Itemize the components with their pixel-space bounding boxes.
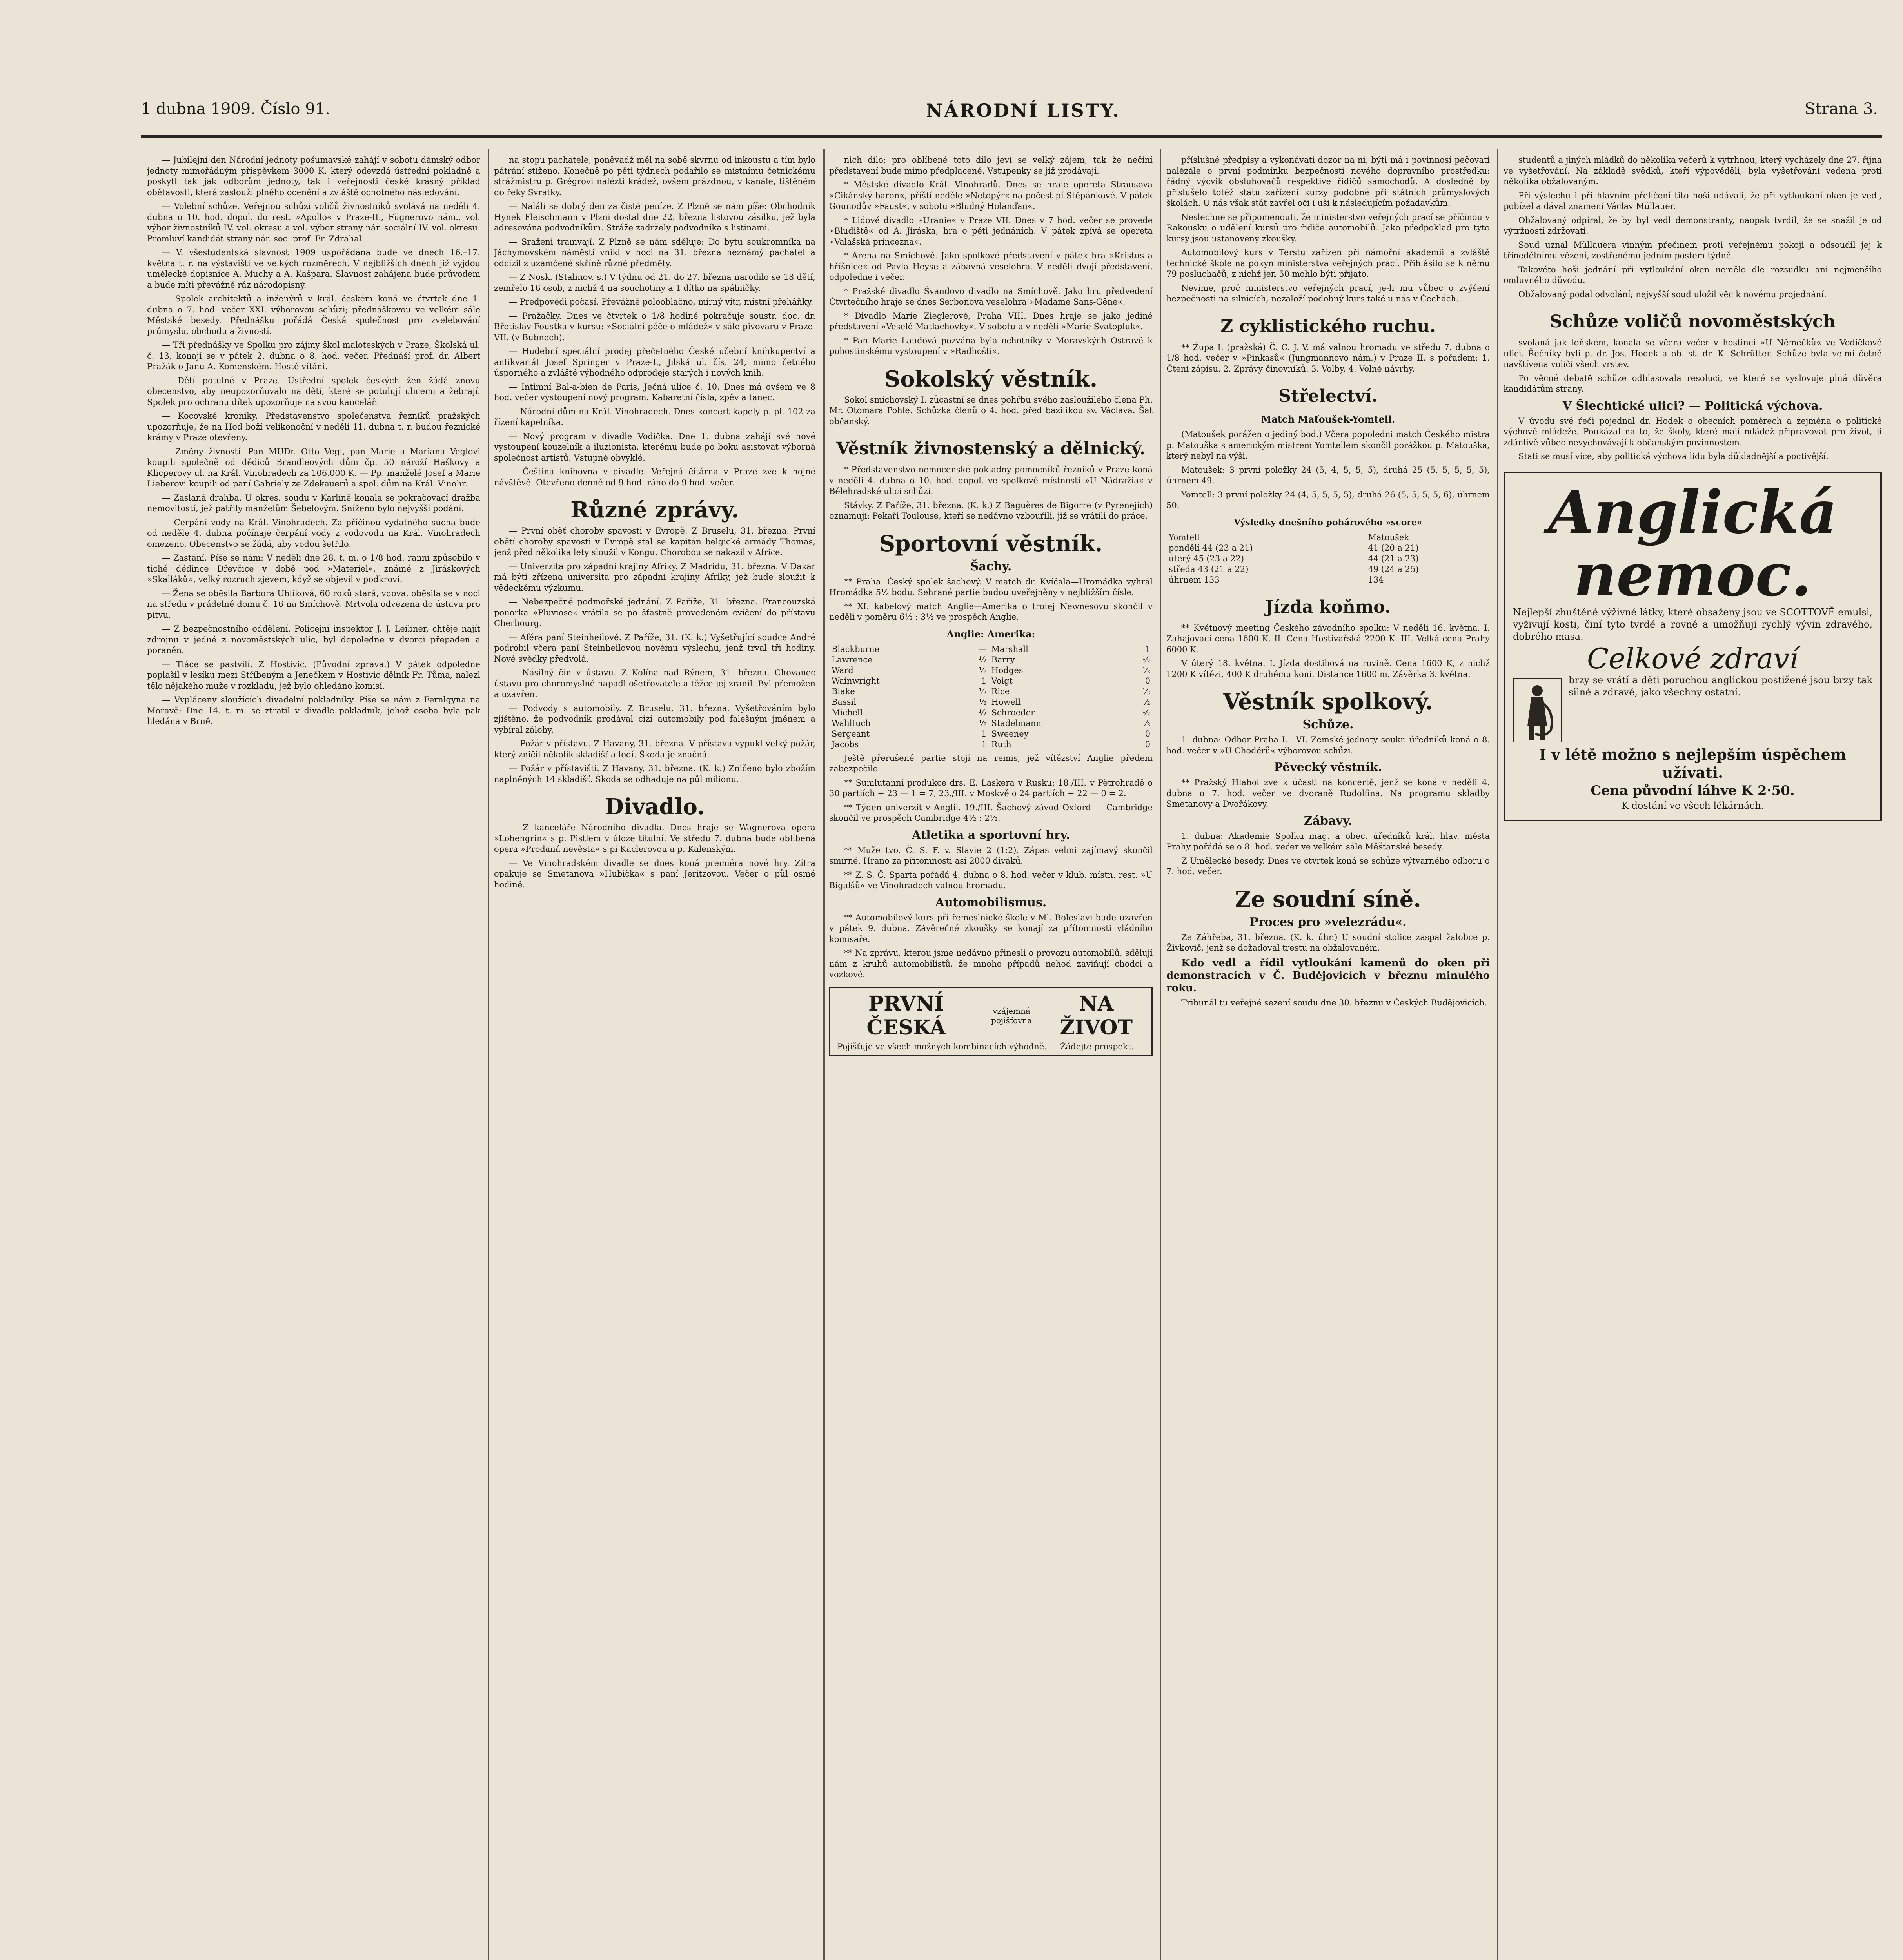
column-5 — [1504, 155, 1882, 1960]
news-item: Matoušek: 3 první položky 24 (5, 4, 5, 5, 5), druhá 25 (5, 5, 5, 5, 5), úhrnem 49. — [1166, 465, 1490, 485]
table-row — [829, 665, 1153, 676]
score-table-title: Výsledky dnešního pohárového »score« — [1234, 517, 1422, 528]
news-item: — Tláce se pastvilí. Z Hostivic. (Původní zprava.) V pátek odpoledne poplašil v lesíku mezi Stříbeným a Jenečkem v Hostivic dělník Fr. Tůma, nalezl tělo nějakého muže v rozkladu, jež bylo ohledáno komisí. — [147, 659, 480, 691]
news-item: ** XI. kabelový match Anglie—Amerika o trofej Newnesovu skončil v neděli v poměru 6½ : 3½ ve prospěch Anglie. — [829, 601, 1153, 622]
news-headline: Kdo vedl a řídil vytloukání kamenů do oken při demonstracích v Č. Budějovicích v březnu minulého roku. — [1166, 957, 1490, 994]
news-item: — V. všestudentská slavnost 1909 uspořádána bude ve dnech 16.–17. května t. r. na výstavišti ve velkých rozměrech. V nejbližších dnech již vyjdou umělecké dopisnice A. Muchy a A. Kašpara. Slavnost zahájena bude průvodem a bude míti převážně ráz národopisný. — [147, 248, 480, 290]
subsection-sachy: Šachy. — [970, 559, 1012, 573]
news-item: Neslechne se připomenouti, že ministerstvo veřejných prací se příčinou v Rakousku o udělení kursů pro řidiče automobilů. Jako předpoklad pro tyto kursy jsou ustanoveny zkoušky. — [1166, 212, 1490, 243]
subsection-politicka-vychova: V Šlechtické ulici? — Politická výchova. — [1562, 399, 1823, 413]
news-item: ** Týden univerzit v Anglii. 19./III. Šachový závod Oxford — Cambridge skončil ve prospěch Cambridge 4½ : 2½. — [829, 802, 1153, 823]
column-2 — [494, 155, 815, 1960]
table-cell: ½ — [1142, 708, 1150, 717]
news-item: — Intimní Bal-a-bien de Paris, Ječná ulice č. 10. Dnes má ovšem ve 8 hod. večer vystoupení nový program. Kabaretní čísla, zpěv a tanec. — [494, 382, 815, 402]
table-cell: úhrnem 133 — [1169, 575, 1220, 584]
table-row — [829, 739, 1153, 750]
news-item: nich dílo; pro oblíbené toto dílo jeví se velký zájem, tak že nečiní představení bude mimo předplacené. Vstupenky se již prodávají. — [829, 155, 1153, 176]
table-cell: 1 — [981, 739, 987, 749]
table-cell: Voigt — [991, 676, 1013, 686]
news-item: * Pan Marie Laudová pozvána byla ochotníky v Moravských Ostravě k pohostinskému vystoupení v »Radhošti«. — [829, 336, 1153, 356]
news-item: — Zastání. Píše se nám: V neděli dne 28. t. m. o 1/8 hod. ranní způsobilo v tiché dědince Dřevčice v době pod »Materiel«, známé z Jiráskových »Skalláků«, velký rozruch zjevem, když se objevil v podkroví. — [147, 553, 480, 584]
table-cell: ½ — [1142, 655, 1150, 664]
news-item: — Změny živností. Pan MUDr. Otto Vegl, pan Marie a Mariana Veglovi koupili společně od dědiců Brandleových dům čp. 50 nároží Haškovy a Klicperovy ul. na Král. Vinohradech za 106.000 K. — Pp. manželé Josef a Marie Lieberovi koupili od paní Gabriely ze Zdekauerů a spol. dům na Král. Vinohr. — [147, 446, 480, 488]
news-item: Ze Záhřeba, 31. března. (K. k. úhr.) U soudní stolice zaspal žalobce p. Živkovič, jenž se dožadoval trestu na obžalovaném. — [1166, 932, 1490, 953]
table-cell: pondělí 44 (23 a 21) — [1169, 543, 1253, 553]
news-item: Stati se musí více, aby politická výchova lidu byla důkladnější a poctivější. — [1518, 452, 1829, 461]
news-item: (Matoušek porážen o jediný bod.) Včera popoledni match Českého mistra p. Matouška s americkým mistrem Yomtellem skončil porážkou p. Matouška, který nebyl na výši. — [1166, 430, 1490, 461]
table-cell: Sweeney — [991, 729, 1029, 739]
column-4 — [1166, 155, 1490, 1960]
news-item: — Cerpání vody na Král. Vinohradech. Za příčinou vydatného sucha bude od neděle 4. dubna počínaje čerpání vody z vodovodu na Král. Vinohradech omezeno. Obecenstvo se žádá, aby vodou šetřilo. — [147, 517, 480, 549]
news-item: V úvodu své řeči pojednal dr. Hodek o obecních poměrech a zejména o politické výchově mládeže. Poukázal na to, že školy, které mají mládež připravovat pro život, ji zdánlivě vůbec nevychovávají k občanským povinnostem. — [1504, 416, 1882, 447]
ad-body: Nejlepší zhuštěné výživné látky, které obsaženy jsou ve SCOTTOVĚ emulsi, vyživují kosti, činí tyto tvrdé a rovné a umožňují rychlý vývin zdravého, dobrého masa. — [1513, 606, 1872, 642]
column-3 — [829, 155, 1153, 1960]
table-row — [829, 686, 1153, 697]
table-row — [829, 708, 1153, 718]
chess-table-title: Anglie: Amerika: — [946, 628, 1035, 640]
subsection-schuze: Schůze. — [1302, 718, 1354, 731]
ad-headline-right: NA ŽIVOT — [1060, 991, 1133, 1040]
table-cell: ½ — [1142, 686, 1150, 696]
ad-body-2: brzy se vrátí a děti poruchou anglickou postižené jsou brzy tak silné a zdravé, jako všechny ostatní. — [1569, 674, 1872, 698]
news-item: — Aféra paní Steinheilové. Z Paříže, 31. (K. k.) Vyšetřující soudce André podrobil včera paní Steinheilovou novému výslechu, jenž trval tři hodiny. Nové svědky předvolá. — [494, 632, 815, 664]
ad-title: Anglická nemoc. — [1548, 477, 1837, 610]
table-cell: Ward — [832, 665, 853, 675]
scotts-emulsion-advertisement — [1504, 472, 1882, 821]
table-cell: Stadelmann — [991, 718, 1041, 728]
section-title-schuze-volicu: Schůze voličů novoměstských — [1550, 312, 1836, 332]
masthead-title: NÁRODNÍ LISTY. — [926, 100, 1120, 121]
news-item: — Čeština knihovna v divadle. Veřejná čítárna v Praze zve k hojné návštěvě. Otevřeno denně od 9 hod. ráno do 9 hod. večer. — [494, 467, 815, 487]
news-item: — Naláli se dobrý den za čisté peníze. Z Plzně se nám píše: Obchodník Hynek Fleischmann v Plzni dostal dne 22. března listovou zásilku, jež byla adresována podvodníkům. Stráže zadržely podvodníka s listinami. — [494, 201, 815, 232]
table-cell: Rice — [991, 686, 1010, 696]
news-item: ** Na zprávu, kterou jsme nedávno přinesli o provozu automobilů, sdělují nám z kruhů automobilistů, že mnoho případů nehod zaviňují chodci a vozkové. — [829, 948, 1153, 979]
news-item: — Volební schůze. Veřejnou schůzi voličů živnostníků svolává na neděli 4. dubna o 10. hod. dopol. do rest. »Apollo« v Praze-II., Fügnerovo nám., vol. výbor živnostníků IV. vol. okresu a vol. výbor strany nár. sociální IV. vol. okresu. Promluví kandidát strany nár. soc. prof. Fr. Zdrahal. — [147, 201, 480, 243]
table-cell: 44 (21 a 23) — [1368, 554, 1419, 563]
section-title-divadlo: Divadlo. — [605, 794, 705, 820]
table-cell: Hodges — [991, 665, 1023, 675]
news-item: — Tři přednášky ve Spolku pro zájmy škol maloteských v Praze, Školská ul. č. 13, konají se v pátek 2. dubna o 8. hod. večer. Přednáší prof. dr. Albert Pražák o Janu A. Komenském. Hosté vítáni. — [147, 340, 480, 371]
subsection-zabavy: Zábavy. — [1304, 814, 1353, 828]
subsection-atletika: Atletika a sportovní hry. — [912, 828, 1070, 842]
ad-content — [1513, 674, 1872, 699]
news-item: Soud uznal Müllauera vinným přečinem proti veřejnému pokoji a odsoudil jej k třínedělnímu vězení, zostřenému jedním postem týdně. — [1504, 240, 1882, 260]
ad-price: Cena původní láhve K 2·50. — [1591, 782, 1795, 799]
news-item: ** Praha. Český spolek šachový. V match dr. Kvíčala—Hromádka vyhrál Hromádka 5½ bodu. Sehrané partie budou uveřejněny v nejbližším čísle. — [829, 577, 1153, 597]
news-item: ** Pražský Hlahol zve k účasti na koncertě, jenž se koná v neděli 4. dubna o 7. hod. večer ve dvoraně Rudolfina. Na programu skladby Smetanovy a Dvořákovy. — [1166, 778, 1490, 809]
table-cell: 1 — [981, 729, 987, 739]
ad-tagline: Pojišťuje ve všech možných kombinacích výhodně. — Žádejte prospekt. — — [837, 1042, 1145, 1051]
news-item: * Lidové divadlo »Uranie« v Praze VII. Dnes v 7 hod. večer se provede »Bludiště« od A. Jiráska, hra o pěti jednáních. V pátek zpívá se opereta »Valašská princezna«. — [829, 215, 1153, 247]
news-item: Automobilový kurs v Terstu zařízen při námořní akademii a zvláště technické škole na pokyn ministerstva veřejných prací. Přihlásilo se k němu 79 posluchačů, z nichž jen 50 mohlo býti přijato. — [1166, 248, 1490, 279]
table-row — [829, 644, 1153, 655]
ad-emphasis: I v létě možno s nejlepším úspěchem užívati. — [1539, 745, 1846, 781]
table-row — [1166, 575, 1490, 585]
table-cell: — — [978, 644, 987, 654]
news-item: Při výslechu i při hlavním přelíčení tito hoši udávali, že při vytloukání oken je vedl, pobízel a dával znamení Václav Müllauer. — [1504, 191, 1882, 211]
table-cell: 49 (24 a 25) — [1368, 564, 1419, 574]
issue-date: 1 dubna 1909. Číslo 91. — [141, 100, 330, 118]
news-item: * Divadlo Marie Zieglerové, Praha VIII. Dnes hraje se jako jediné představení »Veselé Matlachovky«. V sobotu a v neděli »Marie Svatopluk«. — [829, 311, 1153, 331]
column-divider — [823, 149, 825, 1960]
news-item: Takovéto hoši jednání při vytloukání oken nemělo dle rozsudku ani nejmenšího omluvného důvodu. — [1504, 265, 1882, 285]
table-row — [1166, 532, 1490, 543]
news-item: 1. dubna: Akademie Spolku mag. a obec. úředníků král. hlav. města Prahy pořádá se o 8. hod. večer ve velkém sále Měšťanské besedy. — [1166, 831, 1490, 851]
table-cell: ½ — [979, 697, 987, 707]
news-item: — Jubilejní den Národní jednoty pošumavské zahájí v sobotu dámský odbor jednoty mimořádným příspěvkem 3000 K, který odevzdá ústřední pokladně a poskytl tak jak odborům jednoty, tak i veřejnosti české krásný příklad obětavosti, která zaslouží plného ocenění a zvláště ochotného následování. — [147, 155, 480, 197]
news-item: — Sraženi tramvají. Z Plzně se nám sděluje: Do bytu soukromníka na Jáchymovském náměstí vnikl v noci na 31. března neznámý pachatel a odcizil z uzamčené skříně různé předměty. — [494, 237, 815, 268]
table-row — [1166, 554, 1490, 564]
section-title-ruzne-zpravy: Různé zprávy. — [570, 497, 739, 523]
news-item: — Z kanceláře Národního divadla. Dnes hraje se Wagnerova opera »Lohengrin« s p. Pistlem v úloze titulní. Ve středu 7. dubna bude oblíbená opera »Prodaná nevěsta« s pí Kaclerovou a p. Kalenským. — [494, 823, 815, 854]
score-table — [1166, 532, 1490, 585]
news-item: příslušné předpisy a vykonávati dozor na ni, býti má i povinnosí pečovati nalézále o první podmínku bezpečnosti nového dopravního prostředku: řádný výcvik obsluhovačů respektive řidičů samochodů. A dosledně by příslušelo totéž státu zařízení kurzy podobné při státních průmyslových školách. U nás však stát zavřel oči i uši k následujícím požadavkům. — [1166, 155, 1490, 208]
news-item: ** Župa I. (pražská) Č. C. J. V. má valnou hromadu ve středu 7. dubna o 1/8 hod. večer v »Pinkasů« (Jungmannovo nám.) v Praze II. s pořadem: 1. Čtení zápisu. 2. Zprávy činovníků. 3. Volby. 4. Volné návrhy. — [1166, 342, 1490, 374]
col1-articles — [147, 155, 480, 727]
section-title-soudni-sin: Ze soudní síně. — [1235, 886, 1421, 912]
news-item: * Arena na Smíchově. Jako spolkové představení v pátek hra »Kristus a hříšnice« od Pavla Heyse a zábavná veselohra. V neděli dvojí představení, odpoledne i večer. — [829, 251, 1153, 282]
subsection-pevecky: Pěvecký věstník. — [1274, 760, 1382, 774]
news-item: * Městské divadlo Král. Vinohradů. Dnes se hraje opereta Strausova »Cikánský baron«, příští neděle »Netopýr« na počest pí Stěpánkové. V pátek Gounodův »Faust«, v sobotu »Bludný Holanďan«. — [829, 180, 1153, 211]
news-item: * Představenstvo nemocenské pokladny pomocníků řezníků v Praze koná v neděli 4. dubna o 10. hod. dopol. ve spolkové místnosti »U Nádražia« v Bělehradské ulici schůzi. — [829, 465, 1153, 496]
table-cell: úterý 45 (23 a 22) — [1169, 554, 1244, 563]
section-title-strelectvi: Střelectví. — [1278, 386, 1378, 406]
table-cell: ½ — [979, 718, 987, 728]
chess-table-body — [829, 644, 1153, 750]
table-cell: 0 — [1145, 729, 1150, 739]
news-item: svolaná jak loňském, konala se včera večer v hostinci »U Němečků« ve Vodičkově ulici. Řečníky byli p. dr. Jos. Hodek a ob. st. dr. K. Schrütter. Schůze byla velmi četně navštívena voliči všech vrstev. — [1504, 338, 1882, 369]
table-row — [829, 729, 1153, 739]
news-item: Obžalovaný podal odvolání; nejvyšší soud uložil věc k novému projednání. — [1518, 289, 1827, 299]
table-cell: ½ — [979, 686, 987, 696]
table-cell: Ruth — [991, 739, 1011, 749]
section-title-cyklistika: Z cyklistického ruchu. — [1220, 316, 1436, 336]
news-item: — Žena se oběsila Barbora Uhlíková, 60 roků stará, vdova, oběsila se v noci na středu v prádelně domu č. 16 na Smíchově. Mrtvola odvezena do ústavu pro pitvu. — [147, 588, 480, 620]
subsection-automobilismus: Automobilismus. — [935, 895, 1047, 909]
table-cell: ½ — [1142, 697, 1150, 707]
table-cell: ½ — [979, 665, 987, 675]
table-cell: 0 — [1145, 739, 1150, 749]
news-item: — Pražačky. Dnes ve čtvrtek o 1/8 hodině pokračuje soustr. doc. dr. Břetislav Foustka v kursu: »Sociální péče o mládež« v sále pivovaru v Praze-VII. (v Bubnech). — [494, 311, 815, 342]
chess-results-table — [829, 644, 1153, 750]
news-item: ** Automobilový kurs při řemeslnické škole v Ml. Boleslavi bude uzavřen v pátek 9. dubna. Závěrečné zkoušky se konají za přítomnosti vládního komisaře. — [829, 913, 1153, 944]
news-item: na stopu pachatele, poněvadž měl na sobě skvrnu od inkoustu a tím bylo pátrání stíženo. Konečně po pěti týdnech podařilo se místnímu četnickému strážmistru p. Grégrovi nalézti krádež, ovšem prázdnou, v kanále, tištěném do řeky Svratky. — [494, 155, 815, 197]
table-cell: Barry — [991, 655, 1015, 664]
news-item: — Univerzita pro západní krajiny Afriky. Z Madridu, 31. března. V Dakar má býti zřízena universita pro západní krajiny Afriky, jež bude sloužit k vědeckému výzkumu. — [494, 561, 815, 593]
section-title-sokolsky-vestnik: Sokolský věstník. — [884, 366, 1098, 392]
news-item: V úterý 18. května. I. Jízda dostihová na rovině. Cena 1600 K, z nichž 1200 K vítězi, 400 K druhému koni. Distance 1600 m. Závěrka 3. května. — [1166, 659, 1490, 679]
news-item: — Spolek architektů a inženýrů v král. českém koná ve čtvrtek dne 1. dubna o 7. hod. večer XXI. výborovou schůzi; přednáškovou ve velkém sále Městské besedy. Přednášku pořádá Česká společnost pro zvelebování průmyslu, obchodu a živností. — [147, 294, 480, 336]
news-item: — Národní dům na Král. Vinohradech. Dnes koncert kapely p. pl. 102 za řízení kapelníka. — [494, 407, 815, 427]
table-cell: Lawrence — [832, 655, 873, 664]
table-cell: Sergeant — [832, 729, 870, 739]
news-item: Nevíme, proč ministerstvo veřejných prací, je-li mu vůbec o zvýšení bezpečnosti na silnicích, nezaloží podobný kurs také u nás v Čechách. — [1166, 283, 1490, 303]
news-item: Yomtell: 3 první položky 24 (4, 5, 5, 5, 5), druhá 26 (5, 5, 5, 5, 6), úhrnem 50. — [1166, 490, 1490, 510]
column-divider — [488, 149, 489, 1960]
table-cell: Wainwright — [832, 676, 880, 686]
news-item: — Dětí potulné v Praze. Ústřední spolek českých žen žádá znovu obecenstvo, aby neupozorňovalo na dětí, které se potulují ulicemi a žebrají. Spolek pro ochranu dítek upozorňuje na svou kancelář. — [147, 376, 480, 407]
table-row — [829, 655, 1153, 665]
news-item: Tribunál tu veřejné sezení soudu dne 30. březnu v Českých Budějovicích. — [1181, 998, 1487, 1007]
news-item: — Zaslaná drahba. U okres. soudu v Karlíně konala se pokračovací dražba nemovitostí, jež patřily manželům Šebelovým. Sníženo bylo nejvyšší podání. — [147, 493, 480, 513]
news-item: — Násilný čin v ústavu. Z Kolína nad Rýnem, 31. března. Chovanec ústavu pro choromyslné napadl ošetřovatele a těžce jej zranil. Byl přemožen a uzavřen. — [494, 668, 815, 699]
news-item: — Nový program v divadle Vodička. Dne 1. dubna zahájí své nové vystoupení kouzelník a iluzionista, kterému bude po boku asistovat výborná společnost artistů. Vstupné obvyklé. — [494, 431, 815, 463]
news-item: — Ve Vinohradském divadle se dnes koná premiéra nové hry. Zítra opakuje se Smetanova »Hubička« s paní Jeritzovou. Večer o půl osmé hodině. — [494, 858, 815, 889]
table-row — [1166, 543, 1490, 554]
news-item: * Pražské divadlo Švandovo divadlo na Smíchově. Jako hru předvedení Čtvrtečního hraje se dnes Serbonova veselohra »Madame Sans-Gêne«. — [829, 286, 1153, 307]
table-cell: 1 — [981, 676, 987, 686]
ad-headline-middle: vzájemná pojišťovna — [991, 1006, 1032, 1025]
news-item: — Kocovské kroniky. Představenstvo společenstva řezníků pražských upozorňuje, že na Hod boží velikonoční v neděli 11. dubna t. r. budou řeznické krámy v Praze otevřeny. — [147, 411, 480, 442]
subsection-match: Match Maťoušek-Yomtell. — [1261, 414, 1395, 425]
ad-footer: K dostání ve všech lékárnách. — [1622, 800, 1764, 811]
news-item: ** Z. S. Č. Sparta pořádá 4. dubna o 8. hod. večer v klub. místn. rest. »U Bigalšů« ve Vinohradech valnou hromadu. — [829, 870, 1153, 890]
table-cell: Matoušek — [1368, 532, 1409, 542]
table-cell: Marshall — [991, 644, 1028, 654]
news-item: — Vypláceny sloužících divadelní pokladníky. Píše se nám z Fernlgyna na Moravě: Dne 14. t. m. se ztratil v divadle pokladník, jehož osoba byla pak hledána v Brně. — [147, 695, 480, 726]
table-cell: Jacobs — [832, 739, 859, 749]
news-item: Ještě přerušené partie stojí na remis, jež vítězství Anglie předem zabezpečilo. — [829, 753, 1153, 773]
table-cell: 1 — [1145, 644, 1150, 654]
news-item: Z Umělecké besedy. Dnes ve čtvrtek koná se schůze výtvarného odboru o 7. hod. večer. — [1166, 856, 1490, 876]
column-divider — [1497, 149, 1498, 1960]
table-cell: ½ — [1142, 665, 1150, 675]
news-item: Stávky. Z Paříže, 31. března. (K. k.) Z Baguères de Bigorre (v Pyrenejích) oznamují: Pekaři Toulouse, kteří se nedávno vzbouřili, již se vrátili do práce. — [829, 500, 1153, 521]
section-title-sportovni-vestnik: Sportovní věstník. — [879, 530, 1103, 557]
news-item: — Hudební speciální prodej přečetného České učební knihkupectví a antikvariát Josef Springer v Praze-I., Jilská ul. čís. 24, mimo četného úsporného a zvláště výhodného odprodeje starých i nových knih. — [494, 347, 815, 377]
table-cell: 41 (20 a 21) — [1368, 543, 1419, 553]
section-title-jizda: Jízda koňmo. — [1265, 597, 1391, 617]
table-cell: Michell — [832, 708, 863, 717]
table-cell: Blackburne — [832, 644, 880, 654]
table-row — [829, 676, 1153, 686]
table-cell: Blake — [832, 686, 855, 696]
table-cell: středa 43 (21 a 22) — [1169, 564, 1249, 574]
news-item: — Z bezpečnostního oddělení. Policejní inspektor J. J. Leibner, chtěje najít zdrojnu v jedné z novoměstských ulic, byl dopoledne v dvorci přepaden a poraněn. — [147, 624, 480, 655]
page-number: Strana 3. — [1805, 100, 1878, 118]
score-table-body — [1166, 532, 1490, 585]
news-item: ** Muže tvo. Č. S. F. v. Slavie 2 (1:2). Zápas velmi zajímavý skončil smírně. Hráno za přítomnosti asi 2000 diváků. — [829, 845, 1153, 866]
table-cell: ½ — [979, 655, 987, 664]
table-cell: Howell — [991, 697, 1021, 707]
fisherman-logo-icon — [1513, 678, 1562, 742]
news-item: — Z Nosk. (Stalinov. s.) V týdnu od 21. do 27. března narodilo se 18 dětí, zemřelo 16 osob, z nichž 4 na souchotiny a 1 dítko na spálničky. — [494, 272, 815, 293]
table-row — [829, 697, 1153, 708]
ad-subtitle: Celkové zdraví — [1587, 642, 1798, 675]
table-cell: Bassil — [832, 697, 856, 707]
news-item: — Požár v přístavu. Z Havany, 31. března. V přístavu vypukl velký požár, který zničil několik skladišť a lodí. Škoda je značná. — [494, 739, 815, 759]
section-title-zivnostensky-vestnik: Věstník živnostenský a dělnický. — [836, 439, 1146, 459]
news-item: Po věcné debatě schůze odhlasovala resoluci, ve které se vyslovuje plná důvěra kandidátům strany. — [1504, 373, 1882, 394]
insurance-advertisement — [829, 987, 1153, 1056]
table-row — [1166, 564, 1490, 575]
news-item: studentů a jiných mládků do několika večerů k vytrhnou, který vycházely dne 27. října ve vyšetřování. Na základě svědků, kteří výpověděli, byla vyšetřování vedena proti několika obžalovaným. — [1504, 155, 1882, 186]
news-item: 1. dubna: Odbor Praha I.—VI. Zemské jednoty soukr. úředníků koná o 8. hod. večer v »U Choděrů« výborovou schůzi. — [1166, 735, 1490, 755]
column-divider — [1160, 149, 1161, 1960]
table-row — [829, 718, 1153, 729]
table-cell: ½ — [979, 708, 987, 717]
news-item: Sokol smíchovský I. zůčastní se dnes pohřbu svého zasloužilého člena Ph. Mr. Otomara Pohle. Schůzka členů o 4. hod. před bazilikou sv. Václava. Šat občanský. — [829, 395, 1153, 426]
news-item: — Předpovědi počasí. Převážně polooblačno, mírný vítr, místní přeháňky. — [509, 297, 813, 307]
news-item: — Nebezpečné podmořské jednání. Z Paříže, 31. března. Francouzská ponorka »Pluviose« vrátila se po šťastně provedeném cvičení do přístavu Cherbourg. — [494, 597, 815, 628]
subsection-proces: Proces pro »velezrádu«. — [1249, 915, 1407, 929]
news-item: — První oběť choroby spavosti v Evropě. Z Bruselu, 31. března. První obětí choroby spavosti v Evropě stal se kapitán belgické armády Thomas, jenž před několika lety sloužil v Kongu. Chorobou se nakazil v Africe. — [494, 526, 815, 557]
table-cell: Schroeder — [991, 708, 1035, 717]
table-cell: 0 — [1145, 676, 1150, 686]
section-title-vestnik-spolkovy: Věstník spolkový. — [1223, 689, 1433, 715]
table-cell: ½ — [1142, 718, 1150, 728]
column-1 — [147, 155, 480, 1960]
table-cell: 134 — [1368, 575, 1384, 584]
page-header — [141, 100, 1878, 155]
table-cell: Yomtell — [1169, 532, 1200, 542]
news-item: — Požár v přístavišti. Z Havany, 31. března. (K. k.) Zničeno bylo zbožím naplněných 14 skladišť. Škoda se odhaduje na půl milionu. — [494, 764, 815, 784]
news-item: ** Sumlutanní produkce drs. E. Laskera v Rusku: 18./III. v Pětrohradě o 30 partiích + 23 — 1 = 7, 23./III. v Moskvě o 24 partiích + 22 — 0 = 2. — [829, 778, 1153, 798]
header-rule — [141, 135, 1882, 138]
news-item: Obžalovaný odpíral, že by byl vedl demonstranty, naopak tvrdil, že se snažil je od výtržností zdržovati. — [1504, 215, 1882, 236]
table-cell: Wahltuch — [832, 718, 871, 728]
news-item: ** Květnový meeting Českého závodního spolku: V neděli 16. května. I. Zahajovací cena 1600 K. II. Cena Hostivařská 2200 K. III. Velká cena Prahy 6000 K. — [1166, 623, 1490, 654]
news-item: — Podvody s automobily. Z Bruselu, 31. března. Vyšetřováním bylo zjištěno, že podvodník prodával cizí automobily pod falešným jménem a vybíral zálohy. — [494, 703, 815, 735]
ad-headline-left: PRVNÍ ČESKÁ — [866, 991, 946, 1040]
